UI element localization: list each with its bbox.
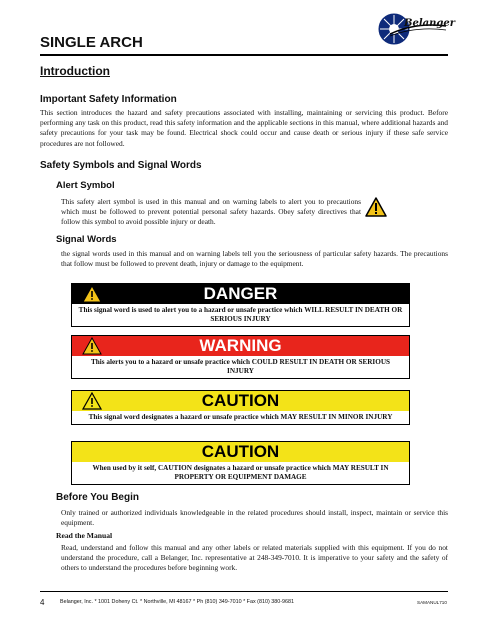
before-you-begin-heading: Before You Begin [56,492,139,503]
alert-symbol-paragraph: This safety alert symbol is used in this manual and on warning labels to alert you to precautions which must be followed to prevent potential personal safety hazards. Obey safety directives that follow this symbol to avoid possible injury or death. [61,197,361,227]
caution-property-description: When used by it self, CAUTION designates a hazard or unsafe practice which MAY RESULT IN PROPERTY OR EQUIPMENT DAMAGE [92,464,389,481]
safety-paragraph: This section introduces the hazard and safety precautions associated with installing, maintaining or servicing this product. Before performing any task on this product, read this safety information and the applicable sections in this manual, where additional hazards and safety precautions for your task may be found. Electrical shock could occur and cause death or serious injury if these safe service procedures are not followed. [40,108,448,148]
danger-word: DANGER [203,284,278,303]
safety-symbols-heading: Safety Symbols and Signal Words [40,160,202,171]
danger-bar [72,284,409,304]
read-manual-paragraph: Read, understand and follow this manual and any other labels or related materials supplied with this equipment. If you do not understand the procedure, call a Belanger, Inc. representative at 248-349-7010. It is imperative to your safety and the safety of others to understand the procedures before beginning work. [61,543,448,573]
danger-description: This signal word is used to alert you to a hazard or unsafe practice which WILL RESULT IN DEATH OR SERIOUS INJURY [78,306,403,323]
page-number: 4 [40,598,45,607]
title-divider [40,54,448,56]
warning-description: This alerts you to a hazard or unsafe practice which COULD RESULT IN DEATH OR SERIOUS INJURY [90,358,391,375]
footer-document-code: SAMANUL710 [417,600,447,605]
footer-divider [40,591,448,592]
footer-address: Belanger, Inc. * 1001 Doheny Ct. * Northville, MI 48167 * Ph (810) 349-7010 * Fax (810) 380-9681 [60,599,295,605]
caution-property-banner [71,441,410,485]
warning-banner [71,335,410,379]
warning-word: WARNING [199,336,282,355]
caution-bar [72,391,409,411]
logo-text: Belanger [404,18,455,29]
safety-alert-icon [365,197,387,217]
caution-injury-banner [71,390,410,425]
caution-word: CAUTION [201,442,280,461]
belanger-logo [376,12,455,46]
caution-word: CAUTION [201,391,280,410]
warning-bar [72,336,409,356]
signal-words-paragraph: the signal words used in this manual and on warning labels tell you the seriousness of particular safety hazards. The precautions that follow must be followed to prevent death, injury or damage to the equipment. [61,249,448,269]
caution-bar [72,442,409,462]
signal-words-heading: Signal Words [56,234,117,245]
important-safety-heading: Important Safety Information [40,94,177,105]
danger-banner [71,283,410,327]
introduction-heading: Introduction [40,64,110,78]
caution-injury-description: This signal word designates a hazard or unsafe practice which MAY RESULT IN MINOR INJURY [88,413,393,421]
document-title: SINGLE ARCH [40,34,143,51]
read-manual-heading: Read the Manual [56,531,113,540]
alert-symbol-heading: Alert Symbol [56,180,115,191]
before-you-begin-paragraph: Only trained or authorized individuals knowledgeable in the related procedures should install, inspect, maintain or service this equipment. [61,508,448,528]
